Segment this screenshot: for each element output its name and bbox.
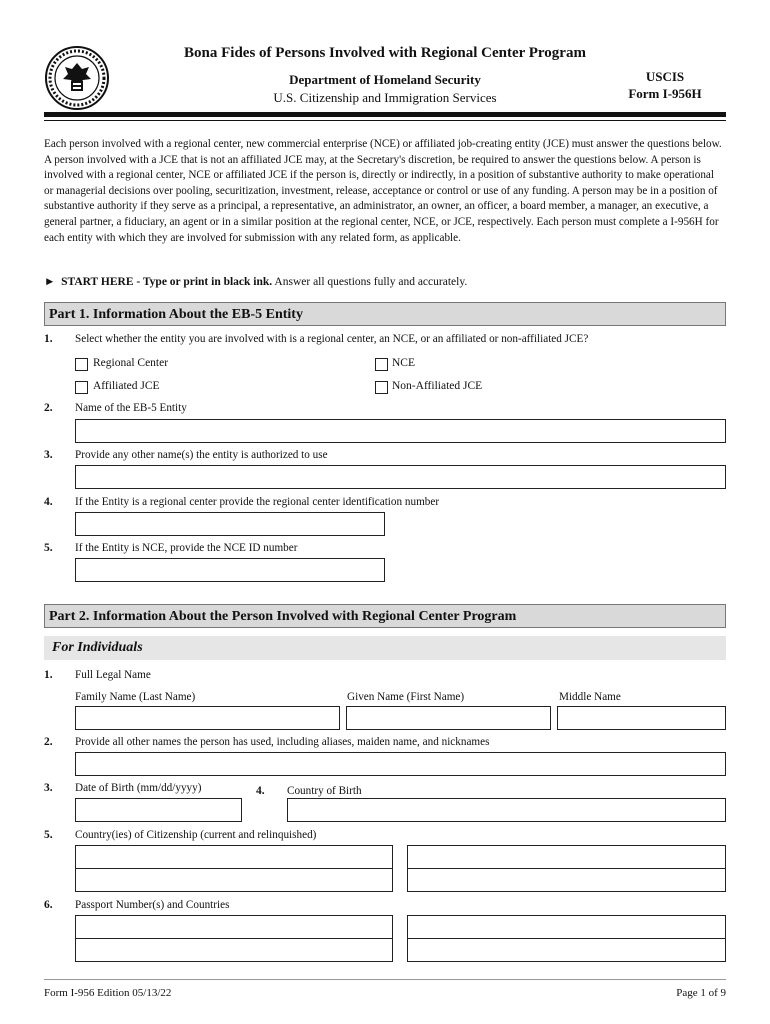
p2-q1-number: 1. [44, 669, 53, 681]
p1-q2-text: Name of the EB-5 Entity [75, 402, 187, 414]
footer-edition: Form I-956 Edition 05/13/22 [44, 987, 172, 999]
p2-q4-text: Country of Birth [287, 785, 362, 797]
middle-name-label: Middle Name [559, 691, 621, 703]
label-non-affiliated-jce: Non-Affiliated JCE [392, 380, 483, 392]
p2-q1-text: Full Legal Name [75, 669, 151, 681]
p1-q3-number: 3. [44, 449, 53, 461]
for-individuals-subheader: For Individuals [44, 636, 726, 660]
given-name-input[interactable] [346, 706, 551, 730]
p1-q3-text: Provide any other name(s) the entity is authorized to use [75, 449, 328, 461]
citizenship-input-1[interactable] [75, 845, 393, 869]
p2-q5-text: Country(ies) of Citizenship (current and relinquished) [75, 829, 317, 841]
p1-q2-number: 2. [44, 402, 53, 414]
intro-paragraph: Each person involved with a regional center, new commercial enterprise (NCE) or affiliated job-creating entity (JCE) must answer the questions below. A person involved with a JCE that is not an affiliated JCE may, at the Secretary's discretion, be required to answer the questions below. A person is involved with a regional center, NCE or affiliated JCE if the person is, directly or indirectly, in a position of substantive authority to make operational or managerial decisions over pooling, securitization, investment, release, acceptance or control or use of any funding. A person may be in a position of substantive authority if they serve as a principal, a representative, an administrator, an owner, an officer, a board member, a manager, an executive, a general partner, a fiduciary, an agent or in a similar position at the regional center, NCE, or JCE, respectively. Each person must complete a I-956H for each entity with which they are involved for submission with any related form, as applicable. [44, 138, 722, 244]
p2-q2-number: 2. [44, 736, 53, 748]
given-name-label: Given Name (First Name) [347, 691, 465, 703]
p1-q5-number: 5. [44, 542, 53, 554]
checkbox-nce[interactable] [375, 358, 388, 371]
p2-q2-text: Provide all other names the person has used, including aliases, maiden name, and nicknames [75, 736, 490, 748]
p2-q6-text: Passport Number(s) and Countries [75, 899, 230, 911]
label-affiliated-jce: Affiliated JCE [93, 380, 160, 392]
passport-input-1[interactable] [75, 915, 393, 939]
citizenship-input-2[interactable] [407, 845, 726, 869]
part2-header: Part 2. Information About the Person Involved with Regional Center Program [44, 604, 726, 628]
label-nce: NCE [392, 357, 415, 369]
country-of-birth-input[interactable] [287, 798, 726, 822]
p1-q5-text: If the Entity is NCE, provide the NCE ID number [75, 542, 298, 554]
footer-page-number: Page 1 of 9 [676, 987, 726, 999]
start-instruction [44, 276, 467, 288]
arrow-icon: ► [44, 276, 56, 288]
family-name-input[interactable] [75, 706, 340, 730]
p2-q3-text: Date of Birth (mm/dd/yyyy) [75, 782, 202, 794]
family-name-label: Family Name (Last Name) [75, 691, 196, 703]
header-rule-thin [44, 120, 726, 121]
checkbox-non-affiliated-jce[interactable] [375, 381, 388, 394]
regional-center-id-input[interactable] [75, 512, 385, 536]
other-names-input[interactable] [75, 752, 726, 776]
p1-q1-number: 1. [44, 333, 53, 345]
passport-input-4[interactable] [407, 938, 726, 962]
form-number: Form I-956H [628, 86, 702, 101]
p2-q3-number: 3. [44, 782, 53, 794]
checkbox-affiliated-jce[interactable] [75, 381, 88, 394]
entity-name-input[interactable] [75, 419, 726, 443]
p2-q4-number: 4. [256, 785, 265, 797]
citizenship-input-4[interactable] [407, 868, 726, 892]
form-id-block [610, 68, 720, 102]
nce-id-input[interactable] [75, 558, 385, 582]
p1-q1-text: Select whether the entity you are involved with is a regional center, an NCE, or an affiliated or non-affiliated JCE? [75, 333, 589, 345]
passport-input-2[interactable] [407, 915, 726, 939]
checkbox-regional-center[interactable] [75, 358, 88, 371]
form-title: Bona Fides of Persons Involved with Regional Center Program [184, 45, 586, 61]
footer-rule [44, 979, 726, 980]
header-rule-thick [44, 112, 726, 117]
date-of-birth-input[interactable] [75, 798, 242, 822]
start-bold: START HERE - Type or print in black ink. [61, 276, 273, 288]
middle-name-input[interactable] [557, 706, 726, 730]
passport-input-3[interactable] [75, 938, 393, 962]
other-entity-names-input[interactable] [75, 465, 726, 489]
p1-q4-number: 4. [44, 496, 53, 508]
label-regional-center: Regional Center [93, 357, 169, 369]
agency-abbrev: USCIS [645, 69, 685, 84]
p2-q6-number: 6. [44, 899, 53, 911]
citizenship-input-3[interactable] [75, 868, 393, 892]
department-name: Department of Homeland Security [289, 72, 481, 87]
part1-header: Part 1. Information About the EB-5 Entity [44, 302, 726, 326]
start-rest: Answer all questions fully and accurately. [274, 276, 468, 288]
agency-name: U.S. Citizenship and Immigration Services [273, 90, 497, 105]
p2-q5-number: 5. [44, 829, 53, 841]
p1-q4-text: If the Entity is a regional center provide the regional center identification number [75, 496, 440, 508]
